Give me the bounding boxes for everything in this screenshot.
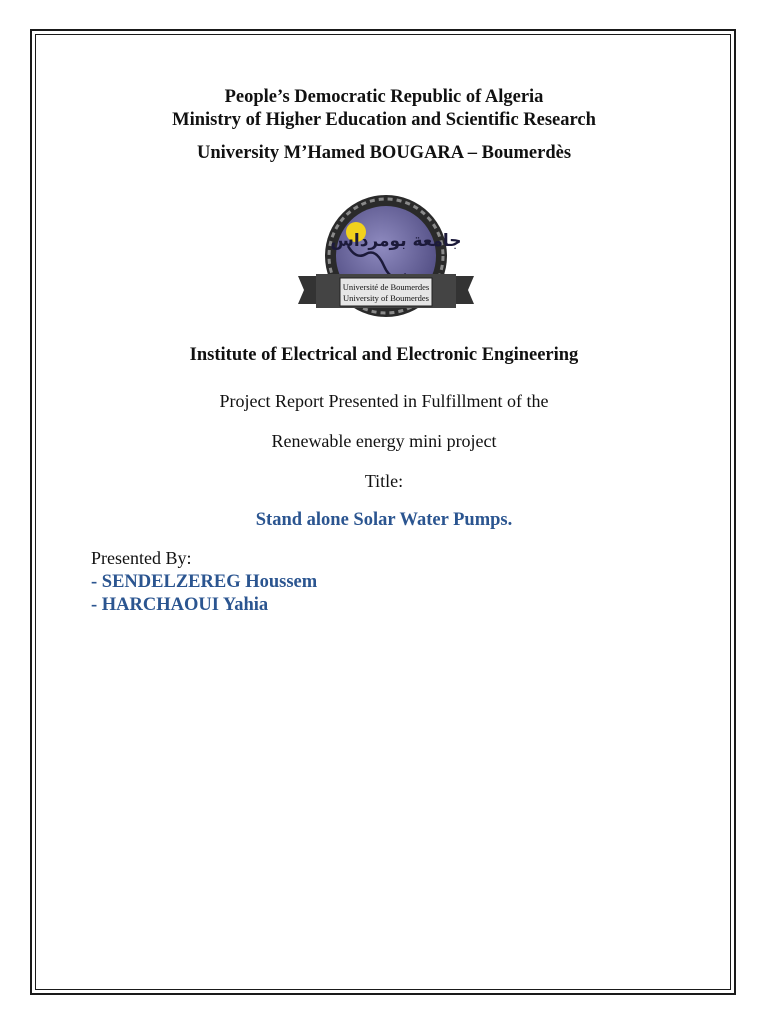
logo-banner-line2: University of Boumerdes	[343, 293, 429, 303]
ministry-heading: Ministry of Higher Education and Scientific Research	[172, 110, 596, 130]
presented-in-text: Project Report Presented in Fulfillment of the	[219, 391, 549, 411]
course-name: Renewable energy mini project	[271, 431, 497, 451]
logo-arabic-text: جامعة بومرداس	[330, 231, 462, 251]
institute-heading: Institute of Electrical and Electronic Engineering	[189, 345, 579, 365]
author-item: - HARCHAOUI Yahia	[91, 595, 269, 615]
country-heading: People’s Democratic Republic of Algeria	[224, 87, 544, 107]
author-item: - SENDELZEREG Houssem	[91, 572, 318, 592]
university-logo	[296, 194, 476, 324]
logo-banner-line1: Université de Boumerdes	[342, 282, 430, 292]
project-title: Stand alone Solar Water Pumps.	[255, 510, 513, 530]
presented-by-label: Presented By:	[91, 548, 192, 568]
title-label: Title:	[364, 471, 404, 491]
university-heading: University M’Hamed BOUGARA – Boumerdès	[196, 143, 572, 163]
